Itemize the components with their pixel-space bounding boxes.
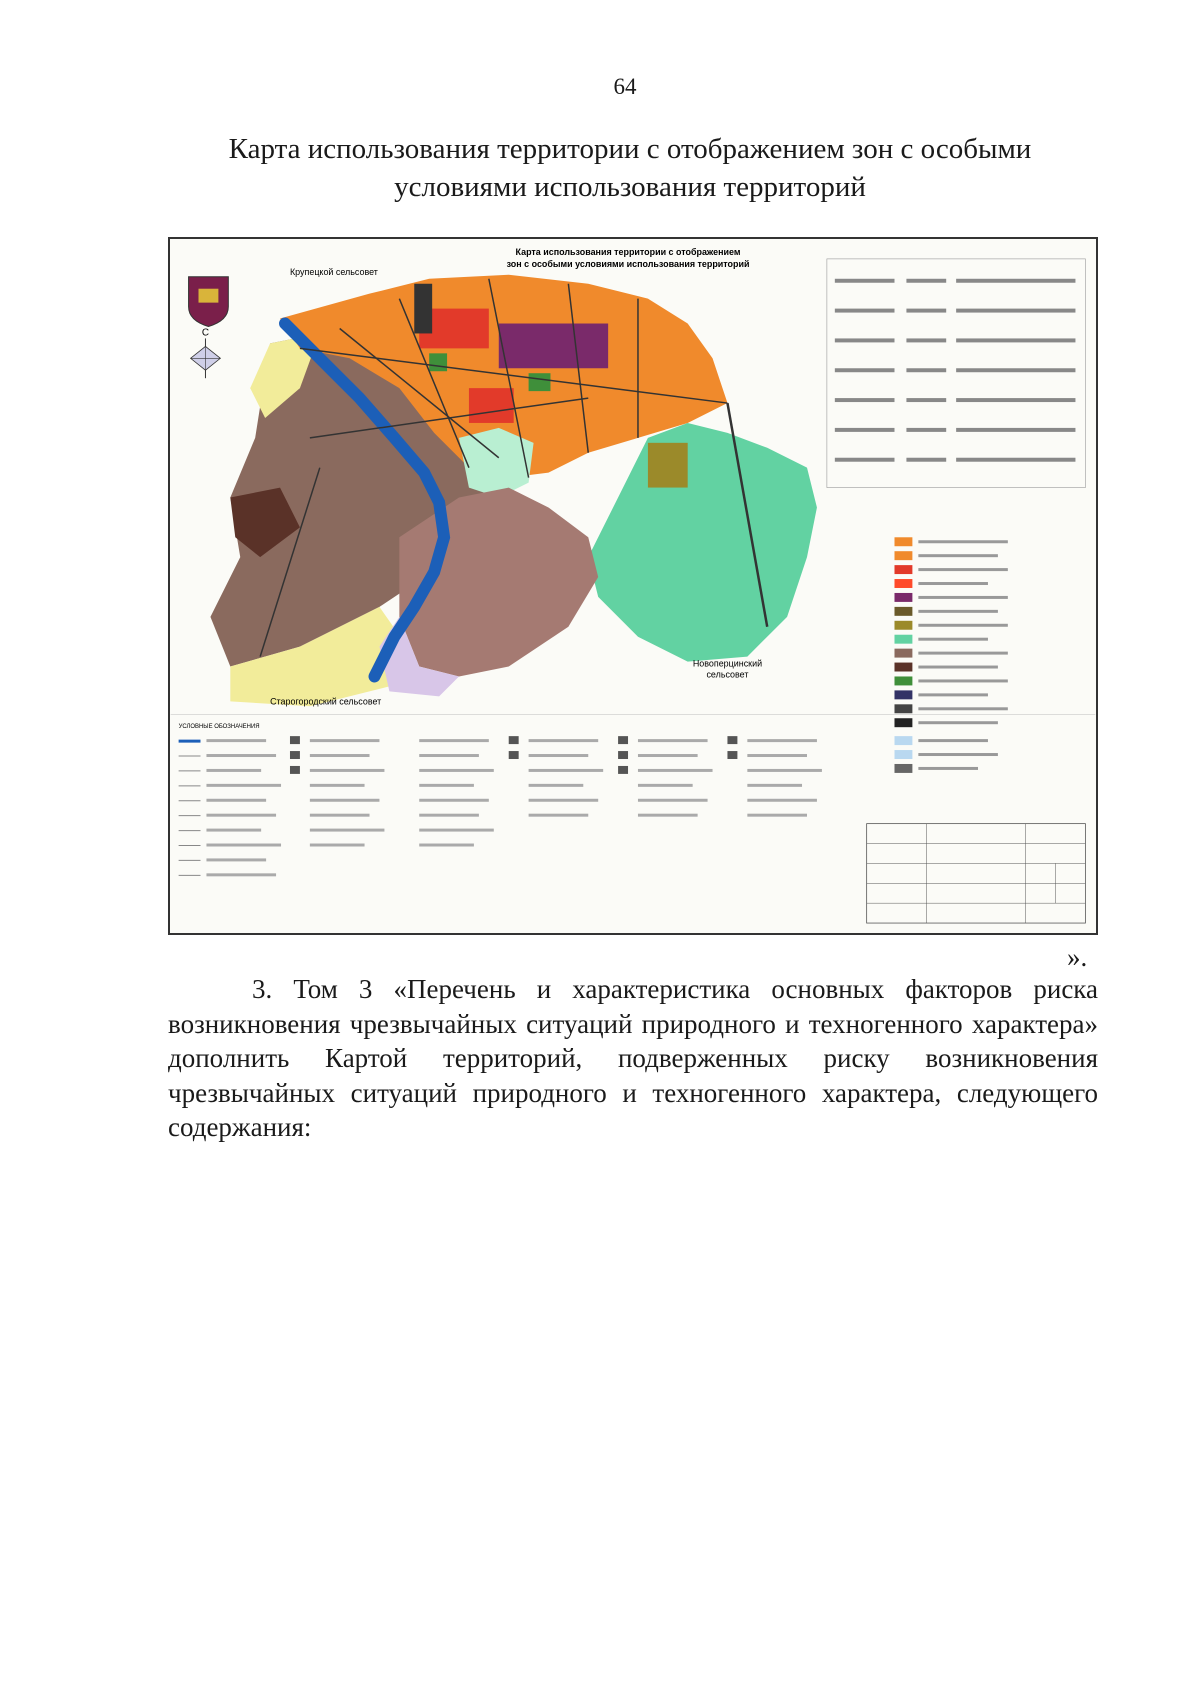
page-number: 64	[613, 74, 637, 99]
legend-heading: УСЛОВНЫЕ ОБОЗНАЧЕНИЯ	[178, 724, 260, 731]
color-legend	[894, 537, 1007, 773]
map-title-line1: Карта использования территории с отображением	[515, 246, 741, 257]
forest-zone-block	[529, 373, 551, 391]
dark-block	[414, 284, 432, 334]
label-southeast-council-2: сельсовет	[706, 669, 749, 680]
park-zone-strip	[459, 428, 534, 498]
closing-quote: ».	[1067, 942, 1088, 972]
compass-north-label: С	[201, 327, 210, 339]
land-use-map	[168, 237, 1098, 935]
industrial-zone-block	[499, 324, 608, 369]
label-southwest-council: Старогородский сельсовет	[270, 696, 382, 707]
bottom-legend	[171, 714, 1096, 876]
legend-table-right	[827, 259, 1086, 488]
olive-zone-block	[648, 443, 688, 488]
label-north-council: Крупецкой сельсовет	[289, 266, 378, 277]
coat-of-arms-icon	[189, 277, 229, 327]
document-title: Карта использования территории с отображением зон с особыми условиями использования территорий	[228, 133, 1032, 203]
compass-rose-icon	[191, 327, 221, 378]
park-zone	[588, 423, 817, 662]
forest-zone-block	[429, 353, 447, 371]
title-block-stamp	[867, 824, 1086, 923]
map-drawing	[170, 239, 1096, 933]
body-paragraph: 3. Том 3 «Перечень и характеристика основных факторов риска возникновения чрезвычайных ситуаций природного и техногенного характера» дополнить Картой территорий, подверженных риску возникновения чрезвычайных ситуаций природного и техногенного характера, следующего содержания:	[168, 974, 1098, 1142]
map-title-line2: зон с особыми условиями использования территорий	[506, 258, 750, 269]
label-southeast-council-1: Новоперцинский	[692, 658, 763, 669]
public-zone-block	[469, 388, 514, 423]
